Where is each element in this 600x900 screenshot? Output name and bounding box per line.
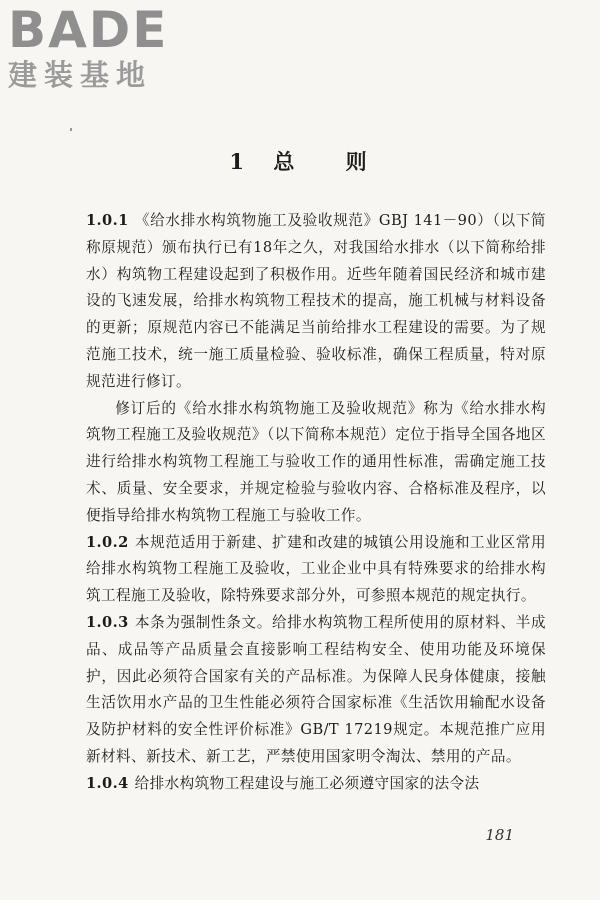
clause-1-0-3 [86, 610, 546, 771]
clause-number: 1.0.4 [86, 774, 129, 792]
page-number: 181 [485, 826, 514, 844]
clause-number: 1.0.2 [86, 533, 129, 551]
page-body [86, 208, 546, 798]
logo-subtitle: 建装基地 [8, 58, 153, 92]
scan-speck [70, 128, 72, 131]
clause-text: 本规范适用于新建、扩建和改建的城镇公用设施和工业区常用给排水构筑物工程施工及验收，工业企业中具有特殊要求的给排水构筑工程施工及验收，除特殊要求部分外，可参照本规范的规定执行。 [86, 533, 546, 605]
chapter-title [0, 146, 600, 176]
publisher-logo [8, 1, 188, 96]
chapter-title-word-1: 总 [273, 149, 299, 174]
clause-1-0-1-para-2: 修订后的《给水排水构筑物施工及验收规范》称为《给水排水构筑物工程施工及验收规范》（以下简称本规范）定位于指导全国各地区进行给排水构筑物工程施工与验收工作的通用性标准，需确定施工技术、质量、安全要求，并规定检验与验收内容、合格标准及程序，以便指导给排水构筑物工程施工与验收工作。 [86, 399, 546, 524]
clause-1-0-2 [86, 530, 546, 610]
clause-1-0-1-para-1 [86, 208, 546, 396]
clause-1-0-4 [86, 771, 546, 798]
chapter-number: 1 [229, 149, 248, 174]
clause-text: 本条为强制性条文。给排水构筑物工程所使用的原材料、半成品、成品等产品质量会直接影响工程结构安全、使用功能及环境保护，因此必须符合国家有关的产品标准。为保障人民身体健康，接触生活饮用水产品的卫生性能必须符合国家标准《生活饮用输配水设备及防护材料的安全性评价标准》GB/T 17219规定。本规范推广应用新材料、新技术、新工艺，严禁使用国家明令淘汰、禁用的产品。 [86, 613, 546, 765]
logo-wordmark: BADE [8, 1, 169, 59]
clause-number: 1.0.3 [86, 613, 129, 631]
clause-number: 1.0.1 [86, 212, 129, 229]
clause-text: 给排水构筑物工程建设与施工必须遵守国家的法令法 [134, 774, 480, 792]
clause-text: 《给水排水构筑物施工及验收规范》GBJ 141－90）（以下简称原规范）颁布执行已有18年之久，对我国给水排水（以下简称给排水）构筑物工程建设起到了积极作用。近些年随着国民经济和城市建设的飞速发展，给排水构筑物工程技术的提高，施工机械与材料设备的更新；原规范内容已不能满足当前给排水工程建设的需要。为了规范施工技术，统一施工质量检验、验收标准，确保工程质量，特对原规范进行修订。 [86, 212, 546, 390]
chapter-title-word-2: 则 [345, 149, 371, 174]
